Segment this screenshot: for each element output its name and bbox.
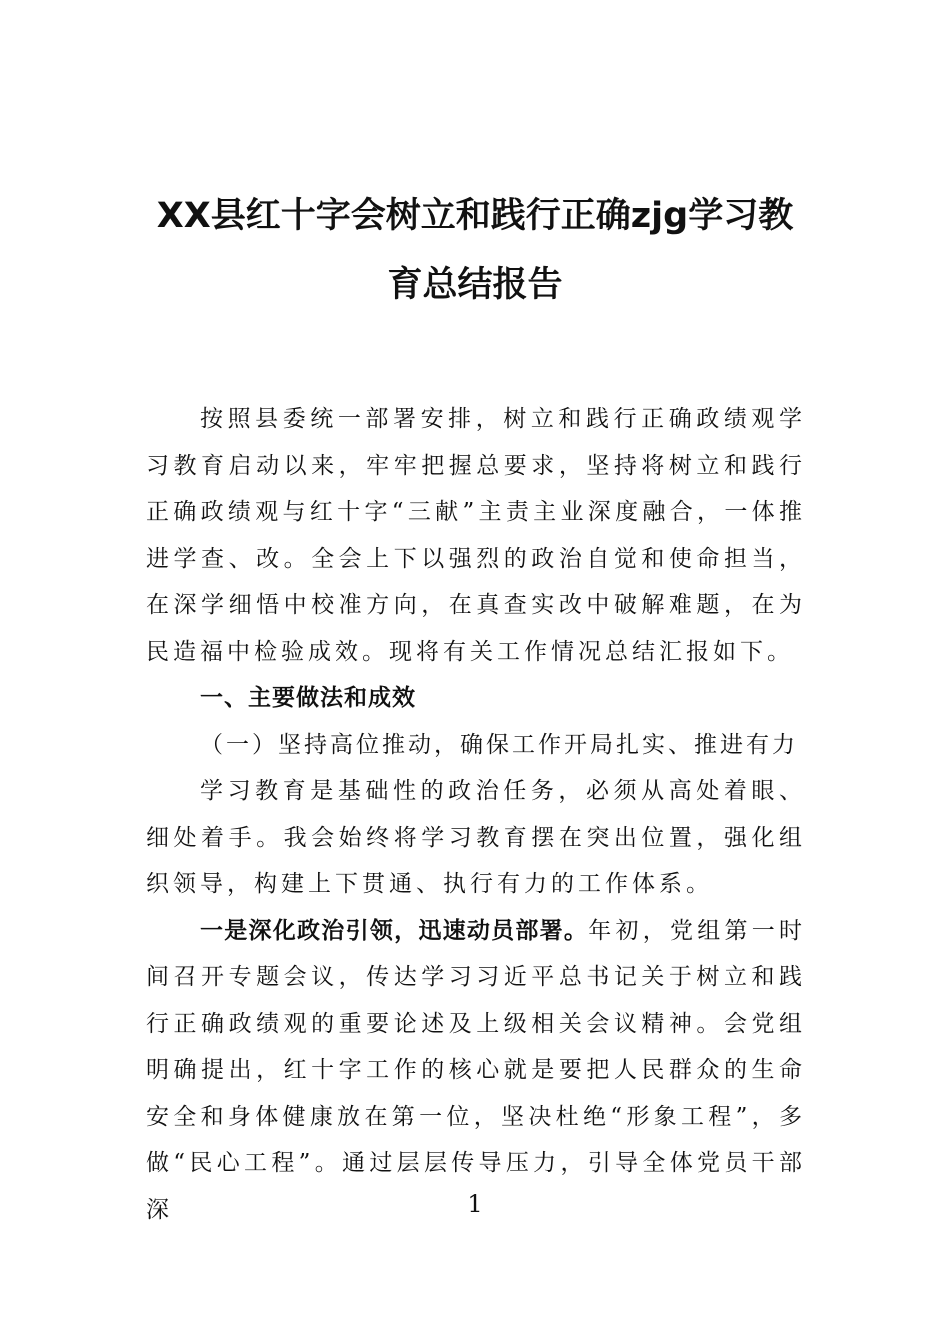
point-paragraph <box>146 908 806 1234</box>
document-body <box>146 396 806 1233</box>
document-title-line-2: 育总结报告 <box>387 265 563 305</box>
point-body-text: 年初，党组第一时间召开专题会议，传达学习习近平总书记关于树立和践行正确政绩观的重要论述及上级相关会议精神。会党组明确提出，红十字工作的核心就是要把人民群众的生命安全和身体健康放在第一位，坚决杜绝“形象工程”，多做“民心工程”。通过层层传导压力，引导全体党员干部深 <box>146 917 807 1223</box>
document-title-line-1: XX县红十字会树立和践行正确zjg学习教 <box>156 196 794 236</box>
subsection-paragraph: 学习教育是基础性的政治任务，必须从高处着眼、细处着手。我会始终将学习教育摆在突出位置，强化组织领导，构建上下贯通、执行有力的工作体系。 <box>146 778 806 897</box>
section-heading: 一、主要做法和成效 <box>200 685 416 711</box>
point-lead-text: 一是深化政治引领，迅速动员部署。 <box>200 917 589 944</box>
subsection-heading: （一）坚持高位推动，确保工作开局扎实、推进有力 <box>200 731 798 758</box>
page-number: 1 <box>467 1190 483 1218</box>
intro-paragraph: 按照县委统一部署安排，树立和践行正确政绩观学习教育启动以来，牢牢把握总要求，坚持将树立和践行正确政绩观与红十字“三献”主责主业深度融合，一体推进学查、改。全会上下以强烈的政治自觉和使命担当，在深学细悟中校准方向，在真查实改中破解难题，在为民造福中检验成效。现将有关工作情况总结汇报如下。 <box>146 406 806 665</box>
